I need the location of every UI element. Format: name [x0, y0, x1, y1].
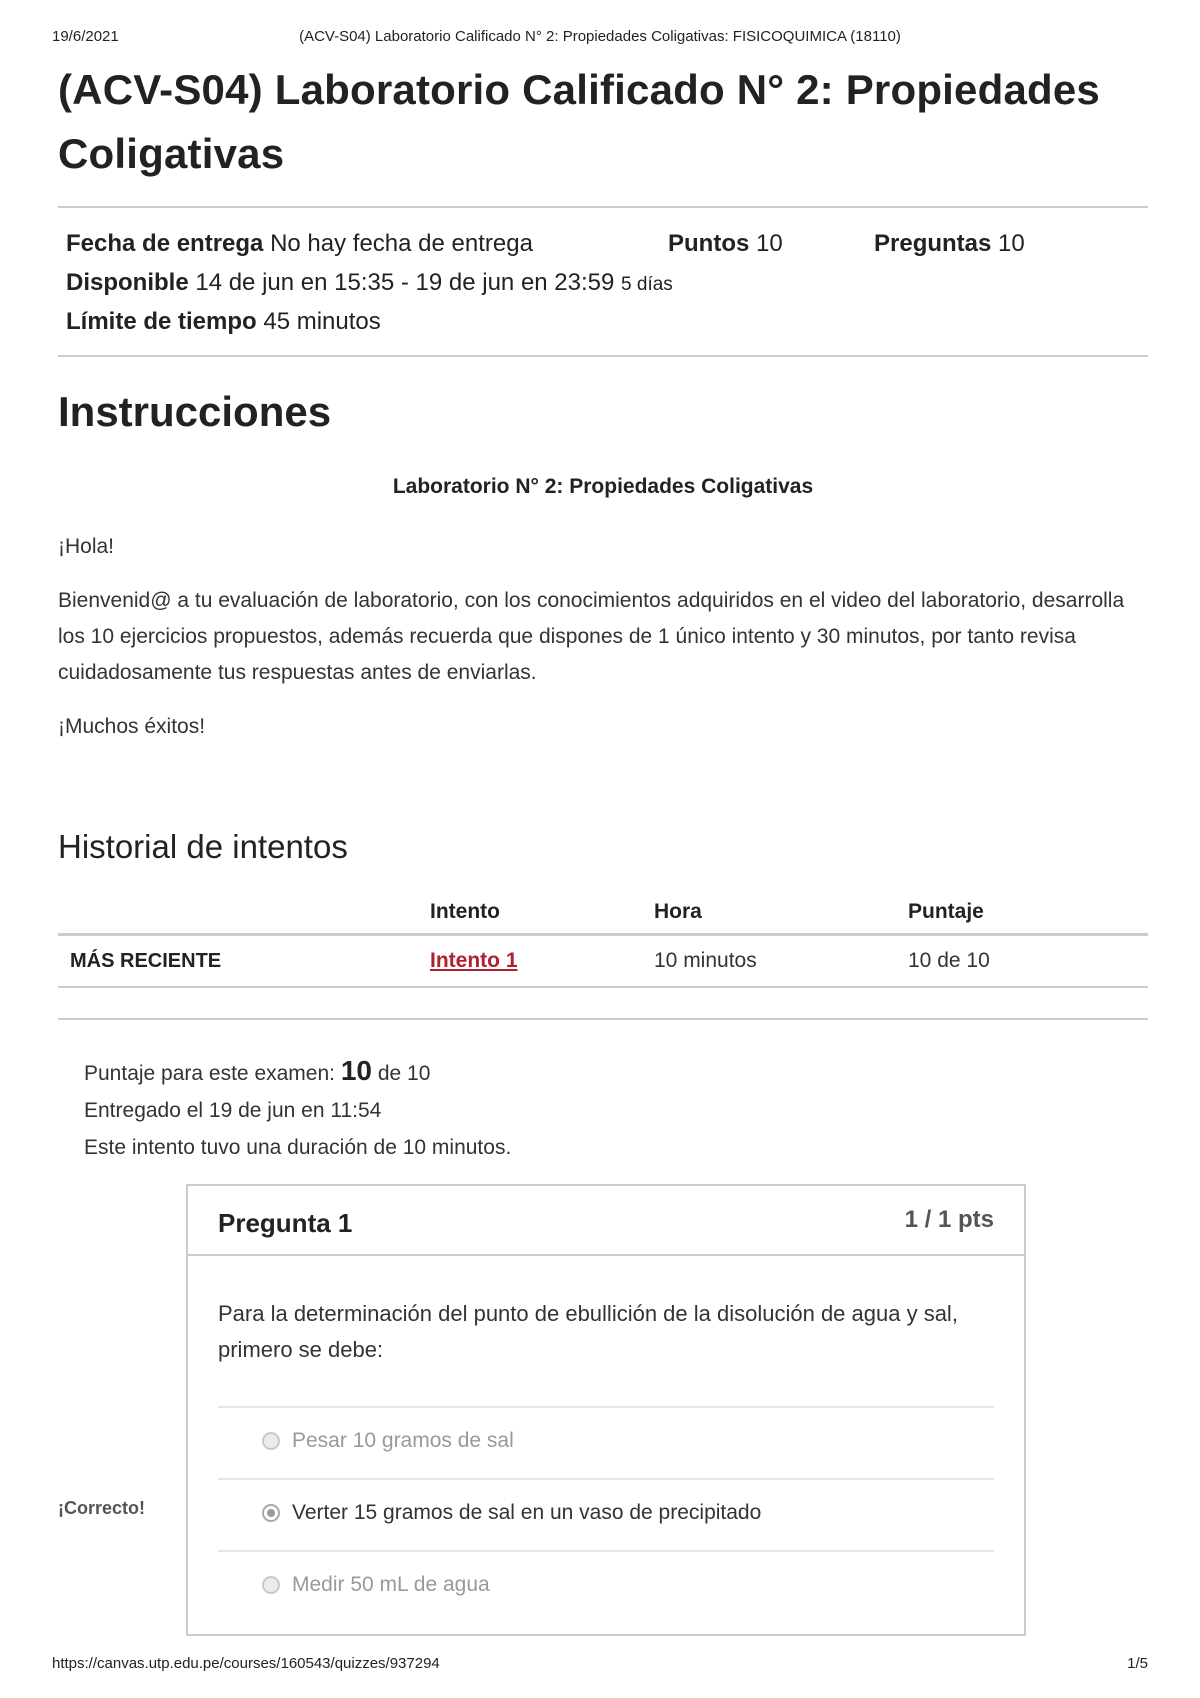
- answer-option[interactable]: [218, 1550, 994, 1622]
- available-value: 14 de jun en 15:35 - 19 de jun en 23:59: [195, 269, 615, 296]
- attempt-time: 10 minutos: [642, 935, 896, 988]
- available-days: 5 días: [621, 274, 673, 295]
- question-1: [58, 1184, 1148, 1636]
- answer-label: Medir 50 mL de agua: [292, 1573, 490, 1596]
- correct-badge: ¡Correcto!: [58, 1496, 149, 1521]
- submitted-text: Entregado el 19 de jun en 11:54: [84, 1099, 382, 1122]
- attempt-link[interactable]: Intento 1: [430, 949, 518, 972]
- radio-button[interactable]: [262, 1432, 280, 1450]
- answer-option-selected[interactable]: [218, 1478, 994, 1550]
- quiz-title-line1: (ACV-S04) Laboratorio Calificado N° 2: Propiedades: [58, 66, 1100, 113]
- questions-label: Preguntas: [874, 230, 992, 257]
- divider: [58, 355, 1148, 357]
- instructions-body: Bienvenid@ a tu evaluación de laboratorio, con los conocimientos adquiridos en el video del laboratorio, desarrolla los 10 ejercicios propuestos, además recuerda que dispones de 1 único intento y 30 minutos, por tanto revisa cuidadosamente tus respuestas antes de enviarlas.: [58, 589, 1125, 684]
- column-header: [58, 891, 418, 935]
- points-label: Puntos: [668, 230, 750, 257]
- closing-text: ¡Muchos éxitos!: [58, 715, 206, 738]
- lab-title: Laboratorio N° 2: Propiedades Coligativas: [392, 475, 814, 498]
- quiz-title-line2: Coligativas: [58, 130, 285, 177]
- column-header-score: Puntaje: [896, 891, 1148, 935]
- quiz-content: [58, 58, 1148, 1636]
- answer-label: Verter 15 gramos de sal en un vaso de precipitado: [292, 1501, 762, 1524]
- print-date: 19/6/2021: [52, 28, 119, 45]
- attempt-row-label: MÁS RECIENTE: [58, 935, 418, 988]
- question-header: [188, 1186, 1024, 1256]
- score-suffix: de 10: [377, 1062, 431, 1085]
- question-points: 1 / 1 pts: [904, 1206, 994, 1233]
- score-value: 10: [340, 1055, 372, 1086]
- score-prefix: Puntaje para este examen:: [84, 1062, 335, 1085]
- attempt-cell: [418, 935, 642, 988]
- attempt-summary: [58, 1020, 1148, 1166]
- time-limit-label: Límite de tiempo: [66, 308, 257, 335]
- column-header-time: Hora: [642, 891, 896, 935]
- due-label: Fecha de entrega: [66, 230, 264, 257]
- attempt-score: 10 de 10: [896, 935, 1148, 988]
- print-url: https://canvas.utp.edu.pe/courses/160543/quizzes/937294: [52, 1655, 440, 1672]
- quiz-meta: [58, 208, 1148, 355]
- radio-button-selected[interactable]: [262, 1504, 280, 1522]
- print-footer: [52, 1655, 1148, 1675]
- instructions-heading: Instrucciones: [58, 388, 332, 435]
- question-text: Para la determinación del punto de ebullición de la disolución de agua y sal, primero se debe:: [218, 1301, 958, 1362]
- quiz-title: [58, 58, 1148, 186]
- page-number: 1/5: [1127, 1655, 1148, 1672]
- question-title: Pregunta 1: [218, 1208, 353, 1238]
- column-header-attempt: Intento: [418, 891, 642, 935]
- table-header-row: [58, 891, 1148, 935]
- answer-label: Pesar 10 gramos de sal: [292, 1429, 514, 1452]
- table-row: [58, 935, 1148, 988]
- duration-text: Este intento tuvo una duración de 10 minutos.: [84, 1136, 512, 1159]
- questions-value: 10: [998, 230, 1025, 257]
- question-body: [188, 1256, 1024, 1634]
- time-limit-value: 45 minutos: [263, 308, 381, 335]
- attempt-history-table: [58, 891, 1148, 988]
- available-label: Disponible: [66, 269, 189, 296]
- question-box: [186, 1184, 1026, 1636]
- print-page-title: (ACV-S04) Laboratorio Calificado N° 2: Propiedades Coligativas: FISICOQUIMICA (18110): [299, 28, 901, 45]
- answer-option[interactable]: [218, 1406, 994, 1478]
- due-value: No hay fecha de entrega: [270, 230, 533, 257]
- history-heading: Historial de intentos: [58, 828, 348, 865]
- greeting-text: ¡Hola!: [58, 535, 115, 558]
- print-header: [52, 28, 1148, 48]
- radio-button[interactable]: [262, 1576, 280, 1594]
- points-value: 10: [756, 230, 783, 257]
